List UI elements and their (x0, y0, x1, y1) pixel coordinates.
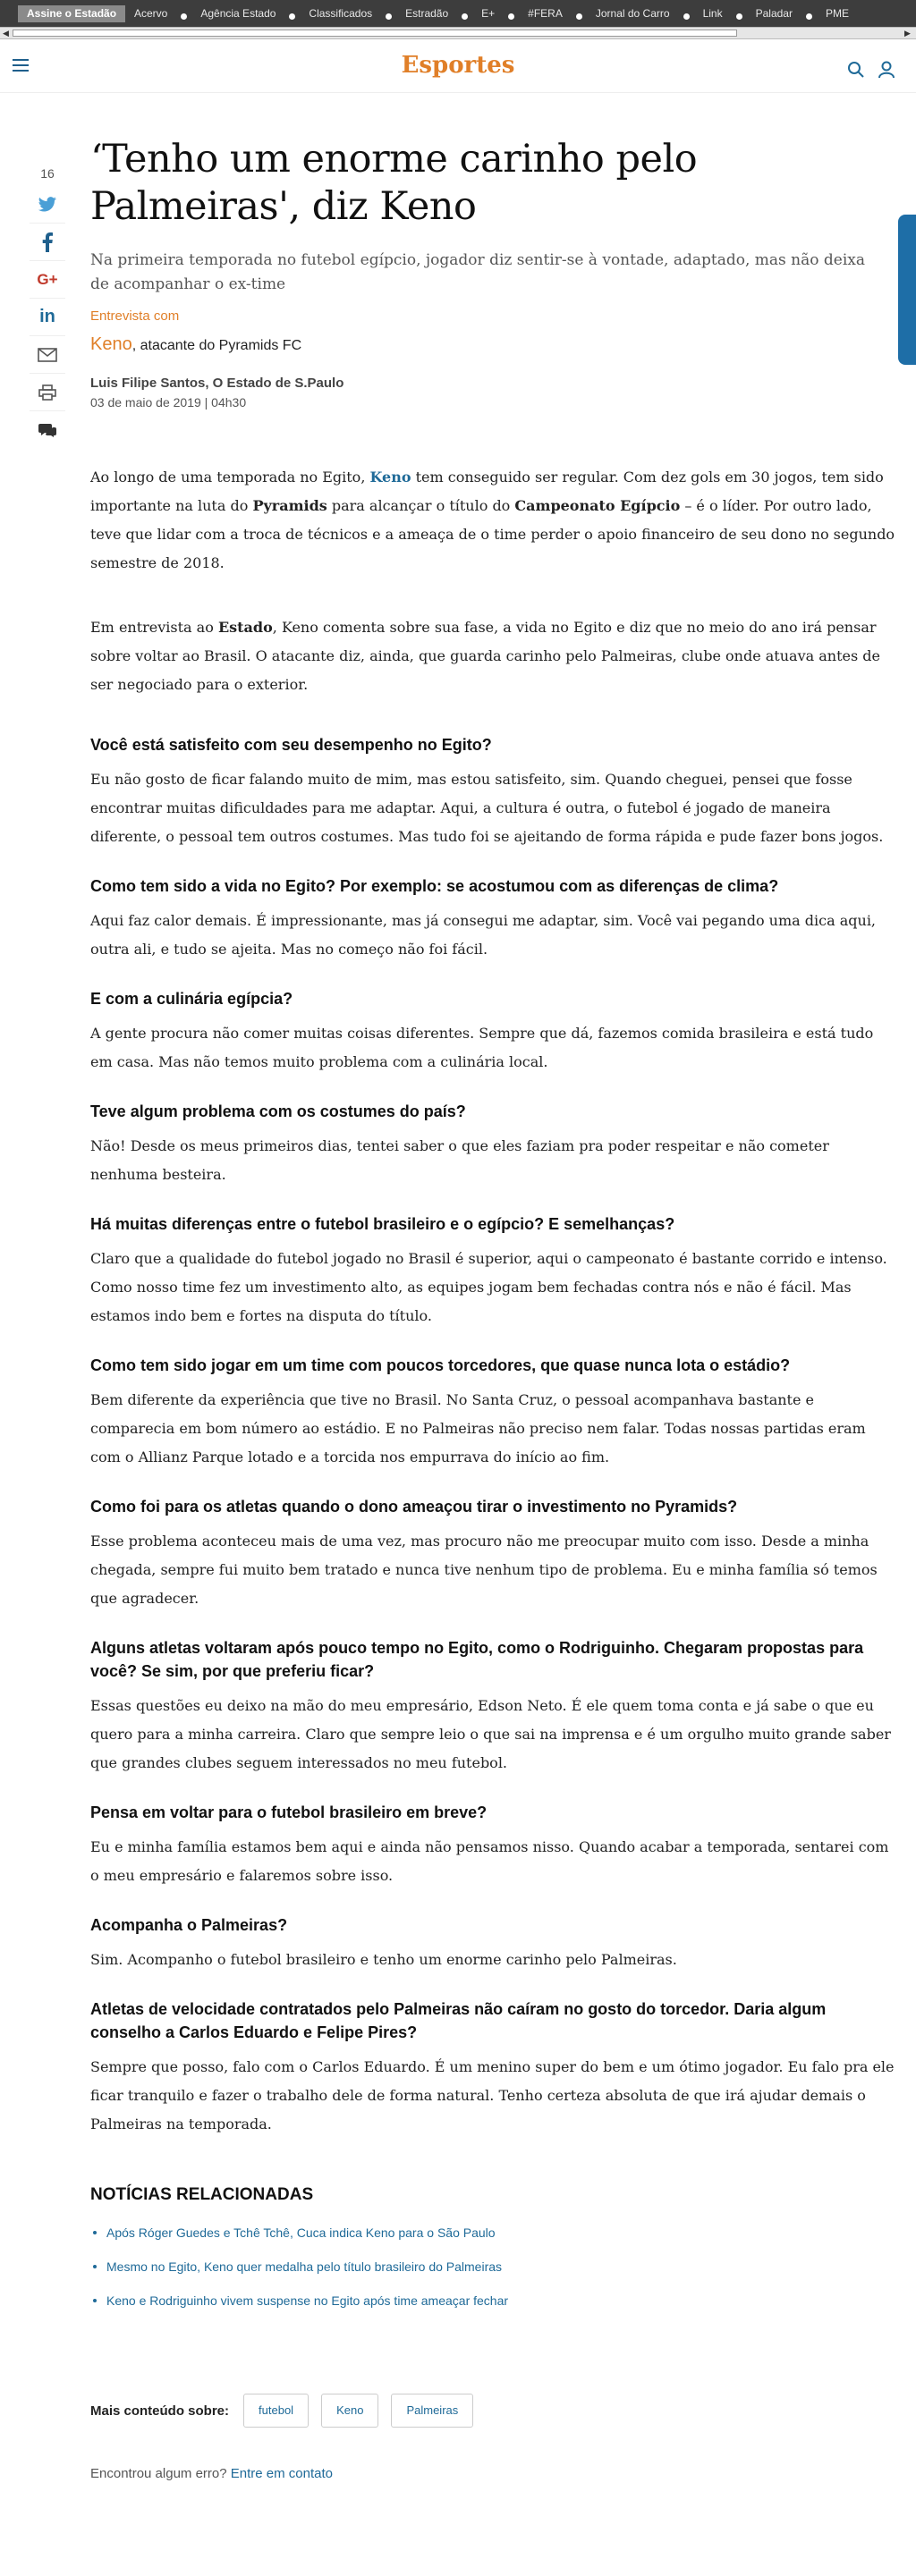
question: Alguns atletas voltaram após pouco tempo no Egito, como o Rodriguinho. Chegaram propostas para você? Se sim, por que preferiu ficar? (90, 1639, 864, 1680)
top-link-jornal-do-carro[interactable]: Jornal do Carro (595, 7, 670, 20)
related-link[interactable]: Mesmo no Egito, Keno quer medalha pelo título brasileiro do Palmeiras (90, 2257, 895, 2291)
tag-palmeiras[interactable]: Palmeiras (391, 2394, 473, 2428)
article-date: 03 de maio de 2019 | 04h30 (90, 395, 247, 410)
question: Pensa em voltar para o futebol brasileiro em breve? (90, 1803, 488, 1821)
google-plus-share-button[interactable] (30, 261, 65, 299)
site-header (0, 39, 916, 93)
answer: Não! Desde os meus primeiros dias, tentei saber o que eles faziam pra poder respeitar e não cometer nenhuma besteira. (90, 1137, 829, 1183)
article-headline: ‘Tenho um enorme carinho pelo Palmeiras', diz Keno (90, 137, 698, 229)
answer: Aqui faz calor demais. É impressionante, mas já consegui me adaptar, sim. Você vai pegando uma dica aqui, outra ali, e tudo se ajeita. Mas no começo não foi fácil. (90, 912, 877, 958)
contact-link[interactable]: Entre em contato (230, 2466, 333, 2481)
linkedin-share-button[interactable] (30, 299, 65, 336)
text: – é o líder. Por outro lado, teve que lidar com a troca de técnicos e a ameaça de o time perder o apoio financeiro de seu dono no segundo semestre de 2018. (90, 497, 895, 571)
top-bar (0, 0, 916, 27)
interviewee (90, 334, 895, 355)
tag-keno[interactable]: Keno (321, 2394, 378, 2428)
email-icon (38, 348, 57, 362)
interviewee-name[interactable]: Keno (90, 334, 132, 354)
pyramids-bold: Pyramids (252, 497, 327, 514)
horizontal-scrollbar[interactable] (0, 27, 916, 39)
separator-dot-icon (386, 13, 392, 20)
answer: Eu não gosto de ficar falando muito de mim, mas estou satisfeito, sim. Quando cheguei, pensei que fosse encontrar muitas dificuldades para me adaptar. Aqui, a cultura é outra, o futebol é jogado de maneira diferente, o pessoal tem outros costumes. Mas tudo foi se ajeitando de forma rápida e pude fazer bons jogos. (90, 771, 884, 845)
scrollbar-thumb[interactable] (13, 30, 737, 37)
question: Como tem sido a vida no Egito? Por exemplo: se acostumou com as diferenças de clima? (90, 877, 779, 895)
top-links (134, 0, 849, 27)
separator-dot-icon (683, 13, 690, 20)
answer: Sempre que posso, falo com o Carlos Eduardo. É um menino super do bem e um ótimo jogador. Eu falo pra ele ficar tranquilo e fazer o trabalho dele de forma natural. Tenho certeza absoluta de que irá ajudar demais o Palmeiras na temporada. (90, 2058, 895, 2133)
text: Em entrevista ao (90, 619, 218, 636)
second-paragraph (90, 613, 895, 699)
twitter-icon (38, 197, 57, 213)
separator-dot-icon (576, 13, 582, 20)
email-share-button[interactable] (30, 336, 65, 374)
separator-dot-icon (289, 13, 295, 20)
more-content (90, 2394, 895, 2428)
print-icon (38, 384, 56, 401)
comment-button[interactable] (30, 411, 65, 449)
facebook-share-button[interactable] (30, 224, 65, 261)
separator-dot-icon (462, 13, 468, 20)
top-link-emais[interactable]: E+ (481, 7, 496, 20)
google-plus-icon: G+ (37, 270, 58, 288)
twitter-share-button[interactable] (30, 186, 65, 224)
answer: Eu e minha família estamos bem aqui e ainda não pensamos nisso. Quando acabar a temporada, sentarei com o meu empresário e falaremos sobre isso. (90, 1838, 889, 1884)
question: Como tem sido jogar em um time com poucos torcedores, que quase nunca lota o estádio? (90, 1356, 791, 1374)
comment-icon (38, 422, 57, 438)
search-icon[interactable] (847, 61, 865, 79)
top-link-fera[interactable]: #FERA (528, 7, 563, 20)
question: Você está satisfeito com seu desempenho no Egito? (90, 736, 492, 754)
top-link-estradao[interactable]: Estradão (405, 7, 449, 20)
related-link[interactable]: Após Róger Guedes e Tchê Tchê, Cuca indica Keno para o São Paulo (90, 2223, 895, 2257)
answer: Bem diferente da experiência que tive no Brasil. No Santa Cruz, o pessoal acompanhava bastante e comparecia em bom número ao estádio. E no Palmeiras não preciso nem falar. Todas nossas partidas eram com o Allianz Parque lotado e a torcida nos empurrava do início ao fim. (90, 1391, 866, 1465)
answer: A gente procura não comer muitas coisas diferentes. Sempre que dá, fazemos comida brasileira e está tudo em casa. Mas não temos muito problema com a culinária local. (90, 1025, 874, 1070)
text: para alcançar o título do (327, 497, 515, 514)
top-link-pme[interactable]: PME (825, 7, 849, 20)
answer: Claro que a qualidade do futebol jogado no Brasil é superior, aqui o campeonato é bastante corrido e intenso. Como nosso time fez um investimento alto, as equipes jogam bem fechadas contra nós e não é fácil. Mas estamos indo bem e fortes na disputa do título. (90, 1250, 887, 1324)
question: Teve algum problema com os costumes do país? (90, 1102, 466, 1120)
user-icon[interactable] (878, 61, 895, 79)
question: Acompanha o Palmeiras? (90, 1916, 288, 1934)
related-link[interactable]: Keno e Rodriguinho vivem suspense no Egito após time ameaçar fechar (90, 2291, 895, 2325)
top-link-agencia[interactable]: Agência Estado (200, 7, 276, 20)
top-link-paladar[interactable]: Paladar (755, 7, 793, 20)
separator-dot-icon (181, 13, 187, 20)
linkedin-icon: in (39, 307, 55, 326)
lead-paragraph (90, 463, 895, 578)
share-count: 16 (40, 166, 55, 181)
interview-kicker: Entrevista com (90, 308, 180, 324)
answer: Esse problema aconteceu mais de uma vez, mas procuro não me preocupar muito com isso. Desde a minha chegada, sempre fui muito bem tratado e nunca tive nenhum tipo de problema. Eu e minha família só temos que agradecer. (90, 1533, 878, 1607)
tag-futebol[interactable]: futebol (243, 2394, 309, 2428)
article-byline: Luis Filipe Santos, O Estado de S.Paulo (90, 376, 344, 391)
scroll-left-arrow-icon[interactable]: ◀ (3, 29, 9, 38)
text: tem conseguido ser regular. Com dez gols em 30 jogos, tem sido importante na luta do (90, 469, 884, 514)
related-title: NOTÍCIAS RELACIONADAS (90, 2185, 314, 2204)
related-news (90, 2185, 895, 2325)
top-link-link[interactable]: Link (702, 7, 723, 20)
section-title[interactable]: Esportes (401, 52, 515, 79)
scroll-right-arrow-icon[interactable]: ▶ (904, 29, 911, 38)
article-body (90, 463, 895, 2139)
text: , Keno comenta sobre sua fase, a vida no Egito e diz que no meio do ano irá pensar sobre voltar ao Brasil. O atacante diz, ainda, que guarda carinho pelo Palmeiras, clube onde atuava antes de ser negociado para o exterior. (90, 619, 880, 693)
answer: Sim. Acompanho o futebol brasileiro e tenho um enorme carinho pelo Palmeiras. (90, 1951, 677, 1968)
article-subhead: Na primeira temporada no futebol egípcio, jogador diz sentir-se à vontade, adaptado, mas não deixa de acompanhar o ex-time (90, 251, 865, 293)
keno-link[interactable]: Keno (369, 469, 411, 486)
question: E com a culinária egípcia? (90, 990, 293, 1008)
estado-bold: Estado (217, 619, 273, 636)
side-panel-tab[interactable] (898, 215, 916, 365)
share-sidebar (30, 161, 65, 449)
print-button[interactable] (30, 374, 65, 411)
question: Há muitas diferenças entre o futebol brasileiro e o egípcio? E semelhanças? (90, 1215, 675, 1233)
error-report (90, 2466, 895, 2481)
top-link-classificados[interactable]: Classificados (309, 7, 373, 20)
question: Como foi para os atletas quando o dono ameaçou tirar o investimento no Pyramids? (90, 1498, 738, 1516)
answer: Essas questões eu deixo na mão do meu empresário, Edson Neto. É ele quem toma conta e já sabe o que eu quero para a minha carreira. Claro que sempre leio o que sai na imprensa e é um orgulho muito grande saber que grandes clubes seguem interessados no meu futebol. (90, 1697, 891, 1771)
interviewee-role: , atacante do Pyramids FC (131, 338, 302, 353)
campeonato-bold: Campeonato Egípcio (514, 497, 681, 514)
subscribe-link[interactable]: Assine o Estadão (18, 5, 125, 22)
separator-dot-icon (736, 13, 742, 20)
top-link-acervo[interactable]: Acervo (134, 7, 168, 20)
more-content-label: Mais conteúdo sobre: (90, 2403, 230, 2419)
error-text: Encontrou algum erro? (90, 2466, 231, 2481)
separator-dot-icon (806, 13, 812, 20)
question: Atletas de velocidade contratados pelo Palmeiras não caíram no gosto do torcedor. Daria algum conselho a Carlos Eduardo e Felipe Pires? (90, 2000, 827, 2041)
text: Ao longo de uma temporada no Egito, (90, 469, 370, 486)
separator-dot-icon (508, 13, 514, 20)
facebook-icon (42, 232, 53, 252)
